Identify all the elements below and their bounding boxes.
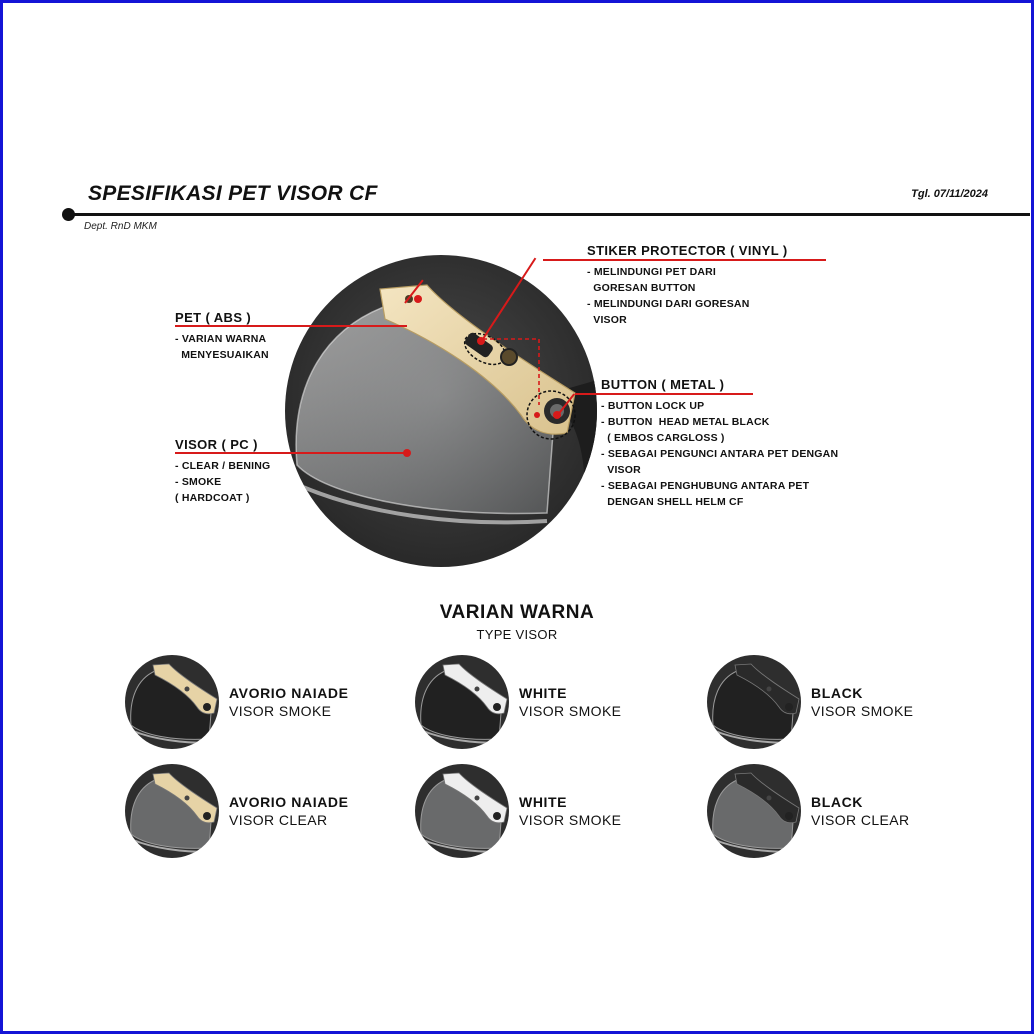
callout-stiker-protector [587,242,788,328]
callout-line: DENGAN SHELL HELM CF [601,496,744,508]
thumb-button [203,703,211,711]
callout-line: - CLEAR / BENING [175,460,271,472]
callout-pet [175,309,269,363]
variant-item [125,764,349,858]
variant-visor-type: VISOR SMOKE [229,703,332,719]
callout-heading: VISOR ( PC ) [175,437,258,452]
variant-name: BLACK [811,685,863,701]
callout-line: VISOR [587,314,627,326]
variant-visor-type: VISOR SMOKE [519,703,622,719]
variant-thumbnail [707,764,801,858]
callout-button [601,376,838,510]
variant-visor-type: VISOR CLEAR [811,812,910,828]
variant-thumbnail [415,655,509,749]
variant-visor-type: VISOR CLEAR [229,812,328,828]
variants-title: VARIAN WARNA [439,602,595,623]
callout-heading: PET ( ABS ) [175,310,252,325]
variant-item [415,655,621,749]
callout-line: - VARIAN WARNA [175,333,267,345]
thumb-button [785,812,793,820]
variant-visor-type: VISOR SMOKE [811,703,914,719]
variant-visor-type: VISOR SMOKE [519,812,622,828]
variant-thumbnail [707,655,801,749]
callout-line: - SEBAGAI PENGHUBUNG ANTARA PET [601,480,810,492]
page-title: SPESIFIKASI PET VISOR CF [88,182,378,205]
callout-line: - BUTTON HEAD METAL BLACK [601,416,770,428]
header-rule-dot [62,208,75,221]
thumb-button [203,812,211,820]
thumb-button [493,703,501,711]
thumb-slot [767,687,772,692]
thumb-slot [767,796,772,801]
callout-line: - SMOKE [175,476,222,488]
document-date: Tgl. 07/11/2024 [911,188,988,200]
variant-thumbnail [125,655,219,749]
hero-visor-image [285,255,597,567]
header-rule [68,213,1030,216]
callout-line: - MELINDUNGI PET DARI [587,266,717,278]
thumb-slot [475,687,480,692]
callout-heading: STIKER PROTECTOR ( VINYL ) [587,243,788,258]
variant-name: AVORIO NAIADE [229,685,349,701]
variant-name: AVORIO NAIADE [229,794,349,810]
callout-line: VISOR [601,464,641,476]
callout-line: MENYESUAIKAN [175,349,269,361]
variant-thumbnail [415,764,509,858]
thumb-slot [475,796,480,801]
callout-line: - MELINDUNGI DARI GORESAN [587,298,750,310]
variant-thumbnail [125,764,219,858]
callout-heading: BUTTON ( METAL ) [601,377,725,392]
callout-line: - SEBAGAI PENGUNCI ANTARA PET DENGAN [601,448,839,460]
variant-name: BLACK [811,794,863,810]
callout-line: - BUTTON LOCK UP [601,400,705,412]
variant-item [707,655,913,749]
variant-item [707,764,910,858]
variants-subtitle: TYPE VISOR [476,627,558,642]
callout-line: GORESAN BUTTON [587,282,696,294]
callout-visor [175,436,270,506]
thumb-slot [185,687,190,692]
variant-name: WHITE [519,685,568,701]
thumb-slot [185,796,190,801]
variant-name: WHITE [519,794,568,810]
callout-line: ( HARDCOAT ) [175,492,250,504]
variant-item [415,764,621,858]
department-label: Dept. RnD MKM [84,221,157,232]
callout-line: ( EMBOS CARGLOSS ) [601,432,725,444]
variant-item [125,655,349,749]
thumb-button [785,703,793,711]
thumb-button [493,812,501,820]
